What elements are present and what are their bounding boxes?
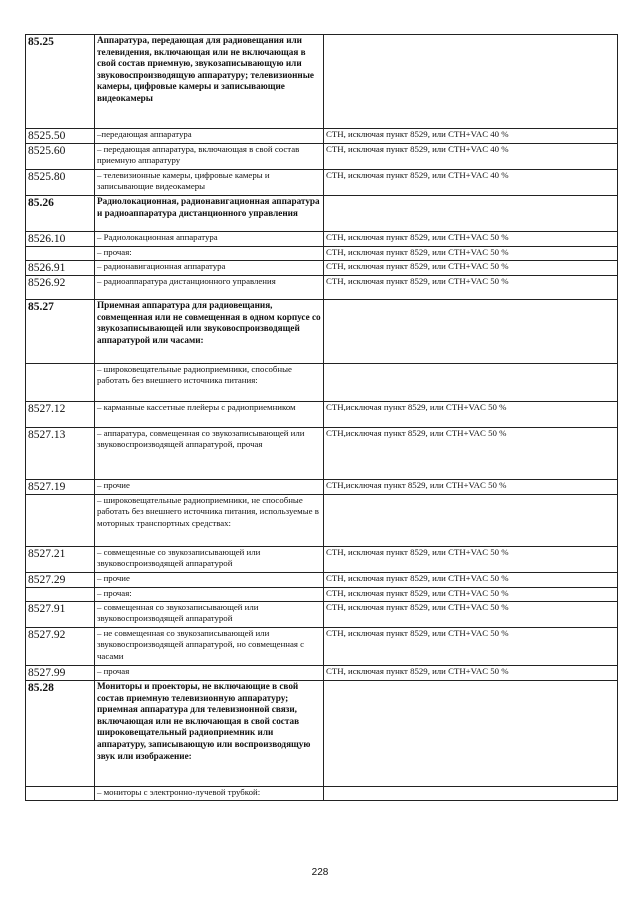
description-cell: – совмещенные со звукозаписывающей или звуковоспроизводящей аппаратурой: [95, 547, 324, 573]
tariff-table: [25, 34, 618, 801]
description-cell: – передающая аппаратура, включающая в свой состав приемную аппаратуру: [95, 144, 324, 170]
table-row: [26, 247, 618, 261]
table-row: [26, 547, 618, 573]
code-cell: [26, 364, 95, 402]
description-cell: – прочие: [95, 480, 324, 495]
description-cell: – широковещательные радиоприемники, способные работать без внешнего источника питания:: [95, 364, 324, 402]
table-row: [26, 666, 618, 681]
code-cell: 8525.50: [26, 129, 95, 144]
rule-cell: СТН, исключая пункт 8529, или СТН+VAC 50 %: [324, 628, 618, 666]
table-row: [26, 276, 618, 300]
description-cell: – прочая:: [95, 247, 324, 261]
table-row: [26, 129, 618, 144]
heading-row: [26, 681, 618, 787]
rule-cell: СТН, исключая пункт 8529, или СТН+VAC 40 %: [324, 144, 618, 170]
rule-cell: СТН, исключая пункт 8529, или СТН+VAC 50 %: [324, 666, 618, 681]
code-cell: 85.26: [26, 196, 95, 232]
description-cell: – Радиолокационная аппаратура: [95, 232, 324, 247]
code-cell: [26, 588, 95, 602]
description-cell: – мониторы с электронно-лучевой трубкой:: [95, 787, 324, 801]
table-row: [26, 261, 618, 276]
rule-cell: СТН, исключая пункт 8529, или СТН+VAC 50 %: [324, 602, 618, 628]
rule-cell: СТН, исключая пункт 8529, или СТН+VAC 50 %: [324, 232, 618, 247]
table-row: [26, 588, 618, 602]
code-cell: 8525.80: [26, 170, 95, 196]
code-cell: 8525.60: [26, 144, 95, 170]
rule-cell: [324, 495, 618, 547]
page-number: 228: [311, 867, 329, 878]
rule-cell: [324, 681, 618, 787]
description-cell: – радионавигационная аппаратура: [95, 261, 324, 276]
code-cell: 8527.13: [26, 428, 95, 480]
rule-cell: СТН, исключая пункт 8529, или СТН+VAC 50 %: [324, 247, 618, 261]
description-cell: – радиоаппаратура дистанционного управления: [95, 276, 324, 300]
code-cell: 8526.92: [26, 276, 95, 300]
heading-row: [26, 196, 618, 232]
heading-row: [26, 300, 618, 364]
rule-cell: СТН,исключая пункт 8529, или СТН+VAC 50 %: [324, 480, 618, 495]
description-cell: – карманные кассетные плейеры с радиоприемником: [95, 402, 324, 428]
code-cell: 8527.12: [26, 402, 95, 428]
rule-cell: СТН, исключая пункт 8529, или СТН+VAC 40 %: [324, 129, 618, 144]
rule-cell: СТН, исключая пункт 8529, или СТН+VAC 50 %: [324, 588, 618, 602]
heading-row: [26, 35, 618, 129]
table-row: [26, 428, 618, 480]
code-cell: 8526.91: [26, 261, 95, 276]
table-row: [26, 232, 618, 247]
table-row: [26, 170, 618, 196]
rule-cell: СТН, исключая пункт 8529, или СТН+VAC 40 %: [324, 170, 618, 196]
code-cell: 85.25: [26, 35, 95, 129]
tariff-table-body: [26, 35, 618, 801]
table-row: [26, 495, 618, 547]
description-cell: – телевизионные камеры, цифровые камеры и записывающие видеокамеры: [95, 170, 324, 196]
code-cell: 8527.29: [26, 573, 95, 588]
rule-cell: [324, 196, 618, 232]
code-cell: 8527.91: [26, 602, 95, 628]
table-row: [26, 573, 618, 588]
code-cell: 8526.10: [26, 232, 95, 247]
description-cell: –передающая аппаратура: [95, 129, 324, 144]
rule-cell: [324, 364, 618, 402]
description-cell: – не совмещенная со звукозаписывающей или звуковоспроизводящей аппаратурой, но совмещенная с часами: [95, 628, 324, 666]
rule-cell: СТН,исключая пункт 8529, или СТН+VAC 50 %: [324, 402, 618, 428]
description-cell: Приемная аппаратура для радиовещания, совмещенная или не совмещенная в одном корпусе со звукозаписывающей или звуковоспроизводящей аппаратурой или часами:: [95, 300, 324, 364]
description-cell: Радиолокационная, радионавигационная аппаратура и радиоаппаратура дистанционного управления: [95, 196, 324, 232]
description-cell: – прочая: [95, 666, 324, 681]
table-row: [26, 602, 618, 628]
rule-cell: [324, 300, 618, 364]
table-row: [26, 364, 618, 402]
code-cell: 8527.21: [26, 547, 95, 573]
table-row: [26, 480, 618, 495]
description-cell: Мониторы и проекторы, не включающие в свой состав приемную телевизионную аппаратуру; приемная аппаратура для телевизионной связи, включающая или не включающая в свой состав широковещательный радиоприемник или аппаратуру, записывающую или воспроизводящую звук или изображение:: [95, 681, 324, 787]
rule-cell: СТН, исключая пункт 8529, или СТН+VAC 50 %: [324, 573, 618, 588]
table-row: [26, 787, 618, 801]
code-cell: 85.27: [26, 300, 95, 364]
code-cell: 8527.92: [26, 628, 95, 666]
table-row: [26, 402, 618, 428]
code-cell: [26, 787, 95, 801]
table-row: [26, 144, 618, 170]
description-cell: – прочие: [95, 573, 324, 588]
description-cell: – аппаратура, совмещенная со звукозаписывающей или звуковоспроизводящей аппаратурой, прочая: [95, 428, 324, 480]
rule-cell: СТН, исключая пункт 8529, или СТН+VAC 50 %: [324, 547, 618, 573]
code-cell: 85.28: [26, 681, 95, 787]
rule-cell: СТН, исключая пункт 8529, или СТН+VAC 50 %: [324, 276, 618, 300]
description-cell: – прочая:: [95, 588, 324, 602]
code-cell: [26, 495, 95, 547]
description-cell: – совмещенная со звукозаписывающей или звуковоспроизводящей аппаратурой: [95, 602, 324, 628]
description-cell: – широковещательные радиоприемники, не способные работать без внешнего источника питания, используемые в моторных транспортных средствах:: [95, 495, 324, 547]
rule-cell: СТН,исключая пункт 8529, или СТН+VAC 50 %: [324, 428, 618, 480]
description-cell: Аппаратура, передающая для радиовещания или телевидения, включающая или не включающая в свой состав приемную, звукозаписывающую или звуковоспроизводящую аппаратуру; телевизионные камеры, цифровые камеры и записывающие видеокамеры: [95, 35, 324, 129]
rule-cell: СТН, исключая пункт 8529, или СТН+VAC 50 %: [324, 261, 618, 276]
rule-cell: [324, 35, 618, 129]
code-cell: [26, 247, 95, 261]
code-cell: 8527.99: [26, 666, 95, 681]
table-row: [26, 628, 618, 666]
code-cell: 8527.19: [26, 480, 95, 495]
rule-cell: [324, 787, 618, 801]
